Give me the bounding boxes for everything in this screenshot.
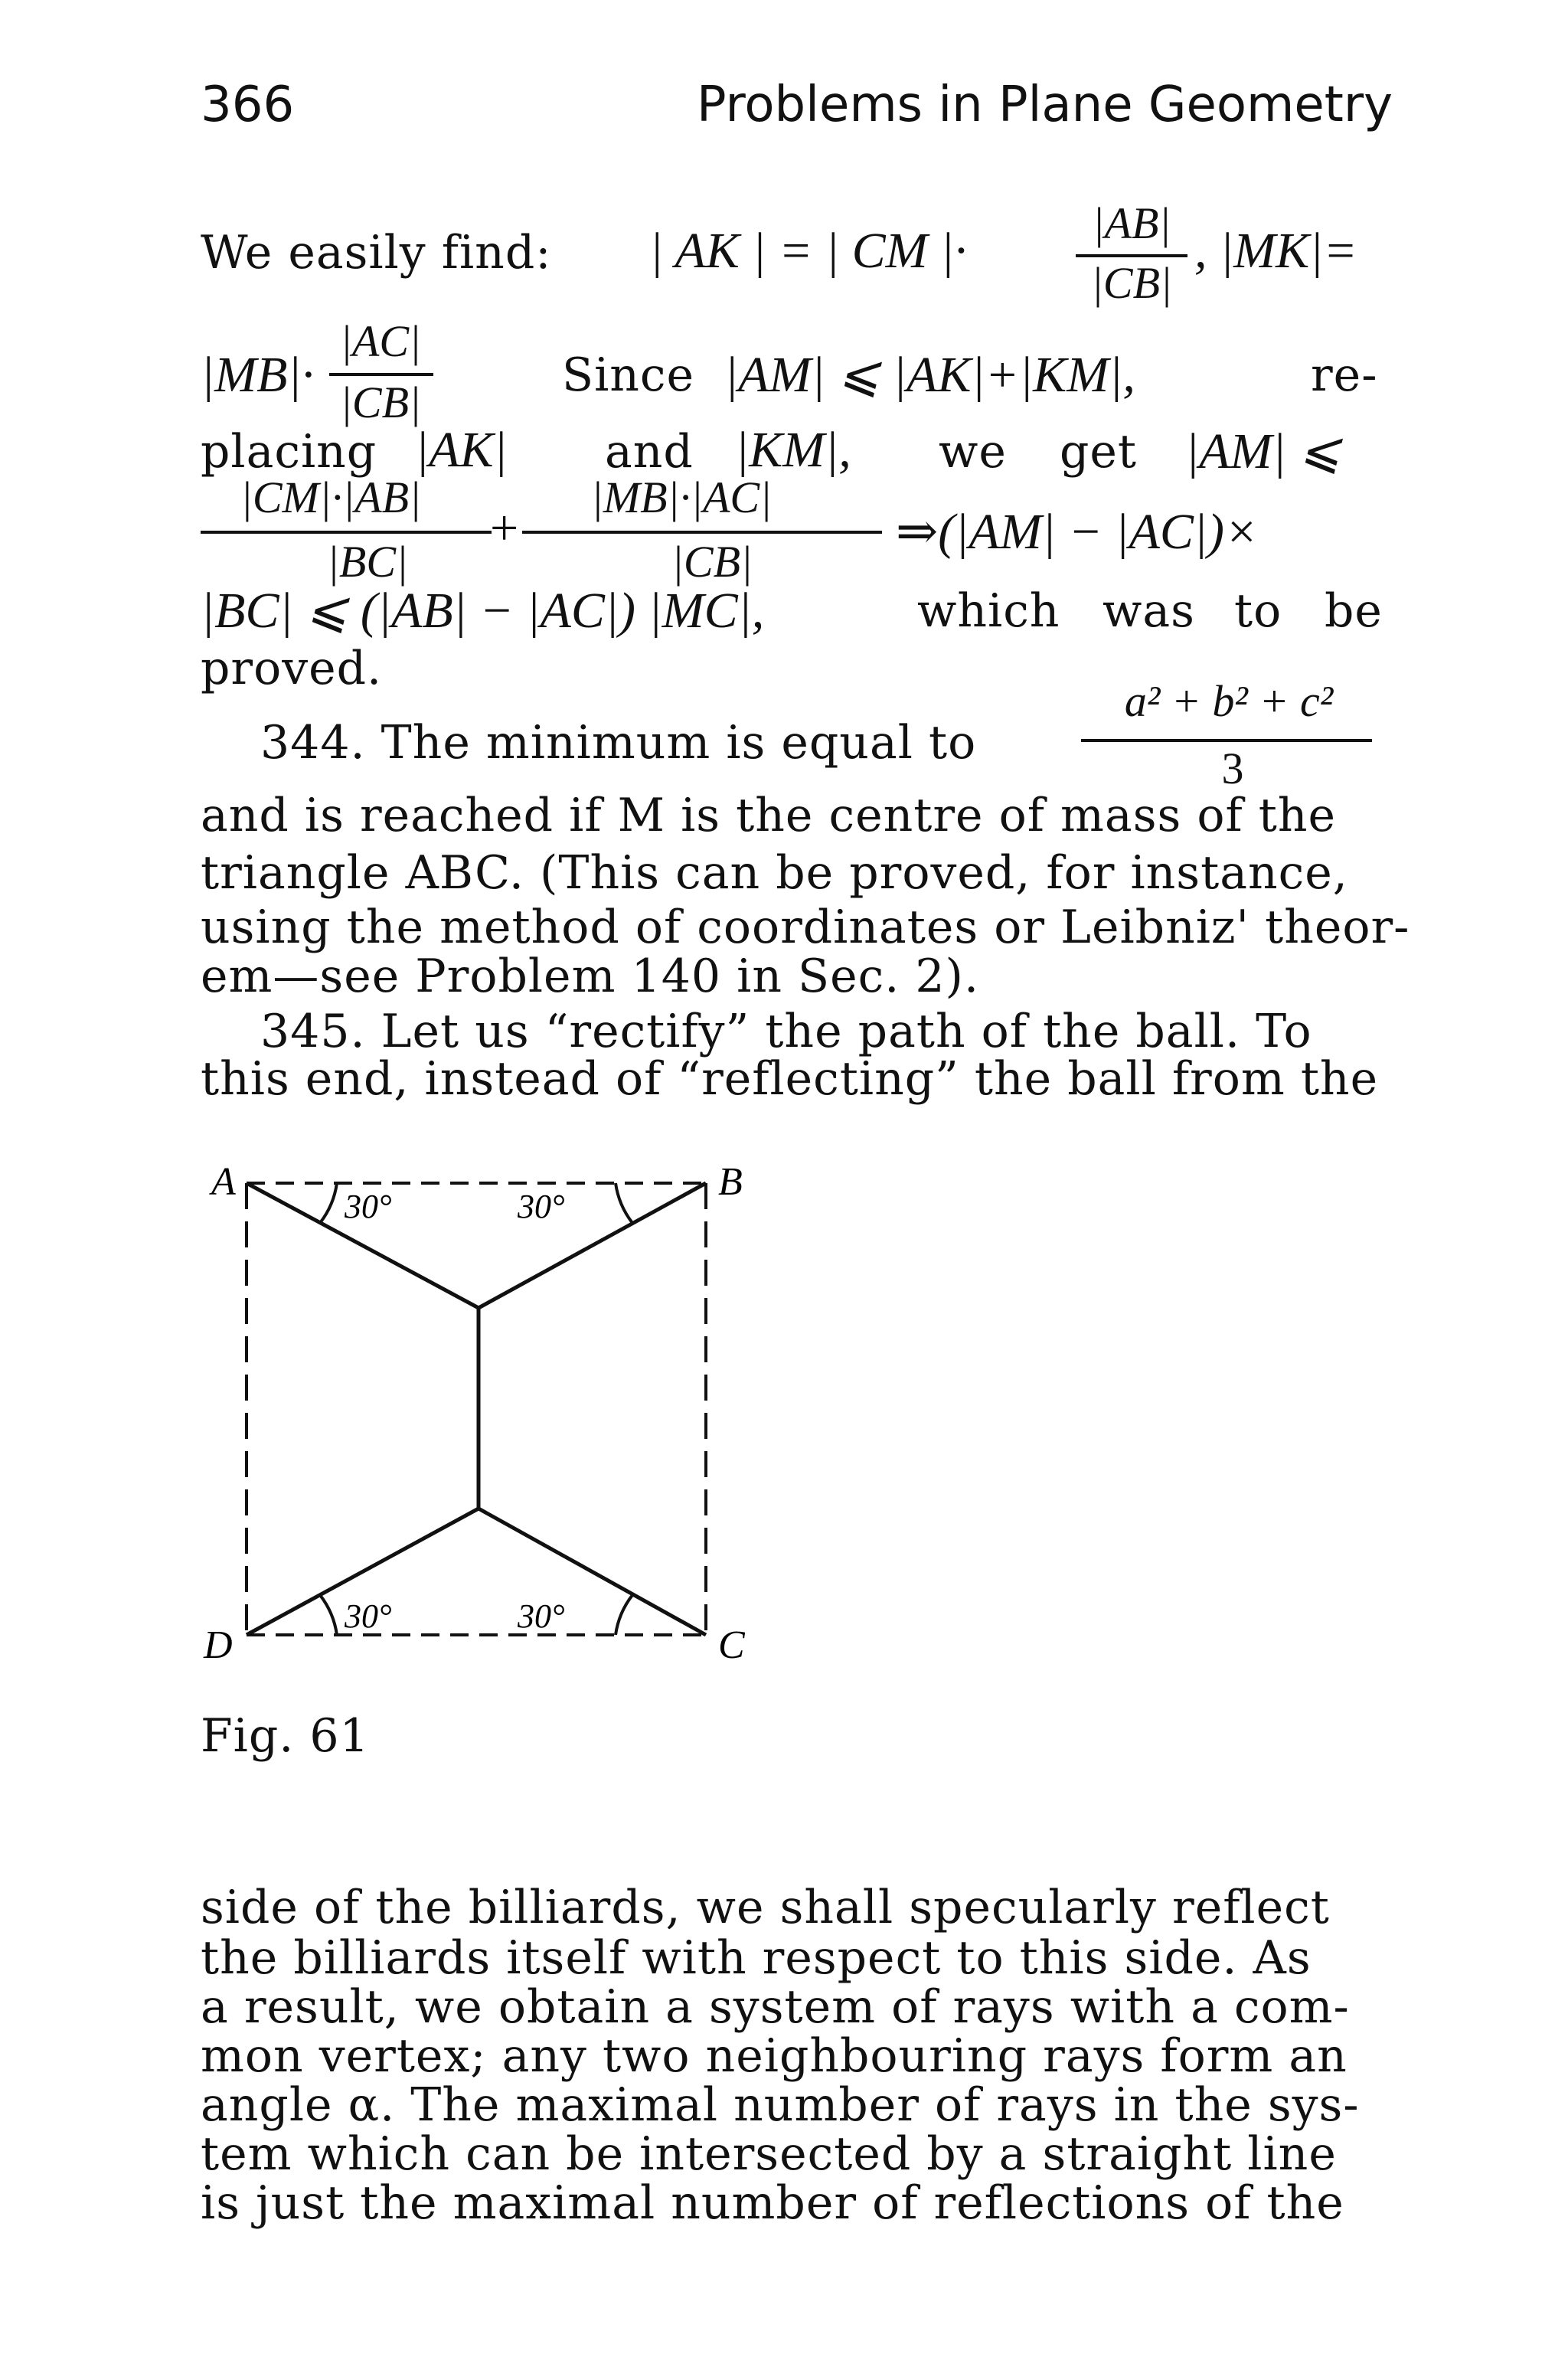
formula-line2-frac-num: |AC| (339, 316, 421, 366)
problem-344-frac-den: 3 (1221, 744, 1244, 793)
formula-line2-ineq: |AM| ⩽ |AK|+|KM|, (724, 347, 1135, 403)
formula-line3-ak: |AK| (415, 422, 508, 478)
formula-line1-prefix: We easily find: (201, 226, 552, 280)
paragraph-line: em—see Problem 140 in Sec. 2). (201, 950, 980, 1003)
angle-label: 30° (345, 1597, 392, 1635)
formula-line3-and: and (605, 425, 694, 479)
formula-line4-frac2-den: |CB| (671, 537, 753, 587)
vertex-d: D (204, 1623, 233, 1667)
paragraph-line: and is reached if M is the centre of mass of the (201, 789, 1337, 842)
formula-line2-frac-den: |CB| (339, 378, 421, 427)
paragraph-line: using the method of coordinates or Leibniz' theor- (201, 901, 1410, 954)
formula-line6: proved. (201, 642, 383, 695)
vertex-c: C (718, 1623, 745, 1667)
formula-line1-eq2: , |MK|= (1194, 223, 1357, 279)
paragraph-line: angle α. The maximal number of rays in the sys- (201, 2078, 1360, 2132)
paragraph-line: side of the billiards, we shall specularly reflect (201, 1881, 1330, 1934)
problem-344-lead: 344. The minimum is equal to (260, 716, 977, 770)
angle-arc (616, 1183, 632, 1223)
formula-line3-get: get (1060, 425, 1138, 479)
angle-label: 30° (518, 1597, 565, 1635)
page-number: 366 (201, 77, 295, 133)
formula-line1-frac-num: |AB| (1092, 198, 1171, 248)
paragraph-line: triangle ABC. (This can be proved, for instance, (201, 846, 1348, 900)
formula-line5-to: to (1234, 584, 1282, 638)
figure-caption: Fig. 61 (201, 1709, 370, 1763)
angle-arc (616, 1595, 632, 1635)
formula-line3-placing: placing (201, 425, 377, 479)
paragraph-line: tem which can be intersected by a straight line (201, 2127, 1337, 2181)
paragraph-line: mon vertex; any two neighbouring rays form an (201, 2029, 1348, 2083)
fraction-bar (329, 373, 433, 376)
path-top (247, 1183, 706, 1308)
paragraph-line: is just the maximal number of reflections of the (201, 2176, 1344, 2230)
formula-line4-frac1-den: |BC| (326, 537, 408, 587)
formula-line1-frac-den: |CB| (1090, 258, 1172, 308)
formula-line5-was: was (1102, 584, 1195, 638)
figure-61 (191, 1133, 773, 1685)
formula-line2-end: re- (1311, 348, 1378, 402)
fraction-bar (201, 531, 492, 534)
formula-line4-plus: + (490, 500, 519, 556)
formula-line2-lead: |MB|· (201, 347, 315, 403)
paragraph-line: the billiards itself with respect to this side. As (201, 1931, 1312, 1985)
paragraph-line: this end, instead of “reflecting” the ball from the (201, 1052, 1379, 1106)
angle-label: 30° (518, 1188, 565, 1225)
vertex-b: B (718, 1160, 743, 1204)
formula-line3-we: we (939, 425, 1007, 479)
formula-line3-km: |KM|, (735, 422, 851, 478)
formula-line4-frac1-num: |CM|·|AB| (240, 472, 422, 522)
angle-label: 30° (345, 1188, 392, 1225)
fraction-bar (1081, 739, 1372, 742)
formula-line4-tail: ⇒(|AM| − |AC|)× (896, 504, 1259, 560)
fraction-bar (522, 531, 882, 534)
angle-arc (320, 1595, 337, 1635)
running-title: Problems in Plane Geometry (697, 77, 1393, 133)
problem-344-frac-num: a² + b² + c² (1124, 676, 1334, 726)
formula-line4-frac2-num: |MB|·|AC| (590, 472, 773, 522)
path-bottom (247, 1509, 706, 1635)
formula-line1-eq1: | AK | = | CM |· (649, 223, 967, 279)
formula-line3-am: |AM| ⩽ (1185, 423, 1341, 479)
paragraph-line: 345. Let us “rectify” the path of the ball. To (260, 1005, 1312, 1058)
formula-line5-math: |BC| ⩽ (|AB| − |AC|) |MC|, (201, 583, 765, 639)
angle-arc (320, 1183, 337, 1223)
formula-line2-since: Since (562, 348, 695, 402)
paragraph-line: a result, we obtain a system of rays with a com- (201, 1980, 1350, 2034)
vertex-a: A (211, 1160, 236, 1204)
formula-line5-which: which (917, 584, 1060, 638)
formula-line5-be: be (1325, 584, 1383, 638)
